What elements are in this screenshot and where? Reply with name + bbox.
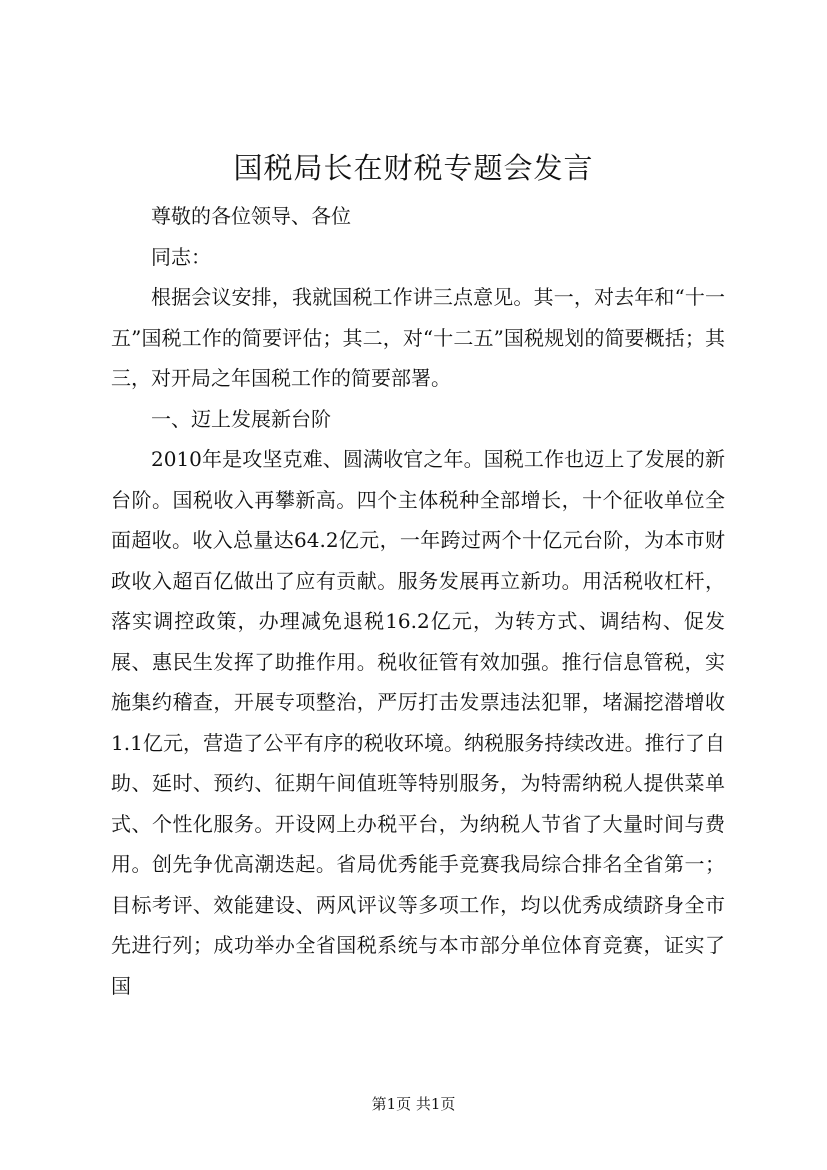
section-heading-1: 一、迈上发展新台阶	[151, 406, 331, 431]
section-1-paragraph: 2010年是攻坚克难、圆满收官之年。国税工作也迈上了发展的新台阶。国税收入再攀新高。四个主体税种全部增长，十个征收单位全面超收。收入总量达64.2亿元，一年跨过两个十亿元台阶，为本市财政收入超百亿做出了应有贡献。服务发展再立新功。用活税收杠杆，落实调控政策，办理减免退税16.2亿元，为转方式、调结构、促发展、惠民生发挥了助推作用。税收征管有效加强。推行信息管税，实施集约稽查，开展专项整治，严厉打击发票违法犯罪，堵漏挖潜增收1.1亿元，营造了公平有序的税收环境。纳税服务持续改进。推行了自助、延时、预约、征期午间值班等特别服务，为特需纳税人提供菜单式、个性化服务。开设网上办税平台，为纳税人节省了大量时间与费用。创先争优高潮迭起。省局优秀能手竞赛我局综合排名全省第一；目标考评、效能建设、两风评议等多项工作，均以优秀成绩跻身全市先进行列；成功举办全省国税系统与本市部分单位体育竞赛，证实了国	[111, 447, 725, 998]
document-title: 国税局长在财税专题会发言	[233, 151, 594, 185]
page-number-footer: 第1页 共1页	[371, 1095, 456, 1113]
salutation-line-1: 尊敬的各位领导、各位	[151, 204, 351, 228]
document-body	[111, 196, 725, 1006]
intro-paragraph: 根据会议安排，我就国税工作讲三点意见。其一，对去年和“十一五”国税工作的简要评估；其二，对“十二五”国税规划的简要概括；其三，对开局之年国税工作的简要部署。	[111, 285, 725, 390]
salutation-line-2: 同志：	[151, 244, 211, 269]
